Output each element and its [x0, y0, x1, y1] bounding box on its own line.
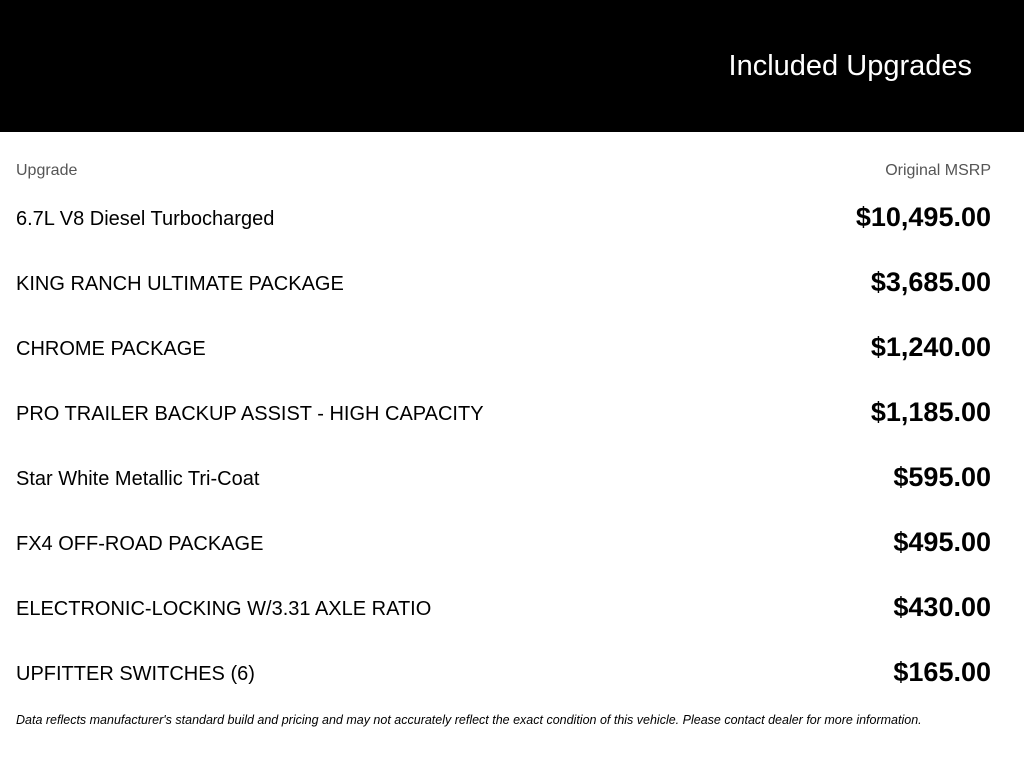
upgrade-price: $430.00 — [893, 592, 991, 622]
header-bar — [0, 0, 1024, 132]
upgrade-price: $495.00 — [893, 527, 991, 557]
upgrade-name: ELECTRONIC-LOCKING W/3.31 AXLE RATIO — [16, 598, 432, 620]
page-title: Included Upgrades — [728, 50, 972, 82]
upgrade-name: PRO TRAILER BACKUP ASSIST - HIGH CAPACITY — [16, 403, 484, 425]
upgrade-name: 6.7L V8 Diesel Turbocharged — [16, 208, 275, 230]
list-item — [0, 575, 1024, 640]
list-item — [0, 640, 1024, 705]
upgrade-price: $3,685.00 — [870, 267, 991, 297]
upgrade-name: FX4 OFF-ROAD PACKAGE — [16, 533, 264, 555]
upgrade-price: $595.00 — [893, 462, 991, 492]
column-header-upgrade: Upgrade — [16, 162, 78, 179]
list-item — [0, 315, 1024, 380]
upgrades-list — [0, 185, 1024, 705]
upgrade-price: $1,240.00 — [870, 332, 991, 362]
upgrade-name: CHROME PACKAGE — [16, 338, 206, 360]
upgrade-name: KING RANCH ULTIMATE PACKAGE — [16, 273, 344, 295]
column-header-msrp: Original MSRP — [885, 162, 991, 179]
upgrade-price: $10,495.00 — [855, 202, 991, 232]
list-item — [0, 380, 1024, 445]
disclaimer-text: Data reflects manufacturer's standard build and pricing and may not accurately reflect the exact condition of this vehicle. Please contact dealer for more information. — [16, 713, 922, 727]
list-item — [0, 185, 1024, 250]
list-item — [0, 510, 1024, 575]
upgrade-name: UPFITTER SWITCHES (6) — [16, 663, 255, 685]
list-item — [0, 445, 1024, 510]
upgrade-price: $165.00 — [893, 657, 991, 687]
upgrade-name: Star White Metallic Tri-Coat — [16, 468, 260, 490]
upgrade-price: $1,185.00 — [870, 397, 991, 427]
list-item — [0, 250, 1024, 315]
